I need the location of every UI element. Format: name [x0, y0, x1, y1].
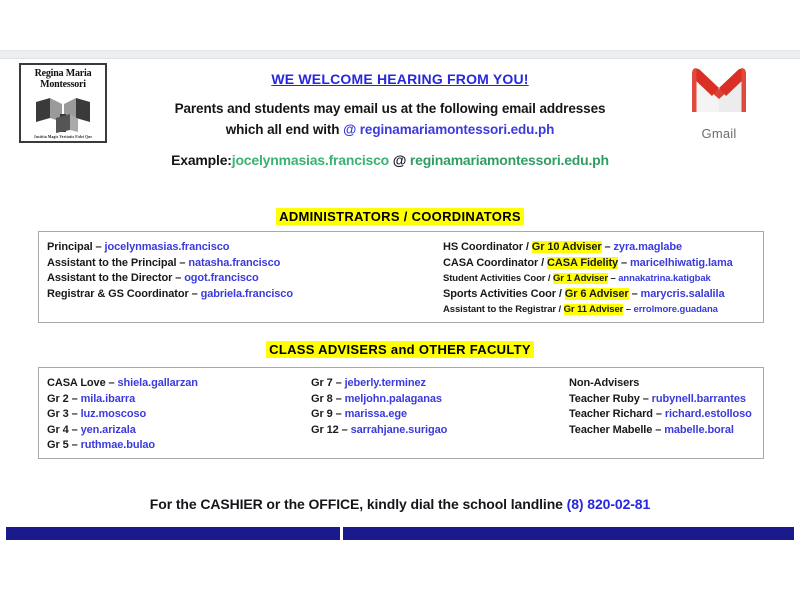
faculty-row — [47, 407, 198, 423]
row-dash: – — [623, 304, 634, 315]
intro-line-1: Parents and students may email us at the following email addresses — [174, 101, 606, 116]
role-label: CASA Love — [47, 377, 106, 389]
example-username: jocelynmasias.francisco — [231, 152, 390, 168]
row-dash: – — [601, 241, 614, 253]
adviser-highlight: Gr 10 Adviser — [531, 241, 602, 253]
faculty-row — [311, 376, 447, 392]
row-dash: – — [105, 377, 118, 389]
row-dash: – — [332, 408, 345, 420]
role-label: Gr 5 — [47, 439, 69, 451]
administrators-panel — [38, 231, 764, 323]
row-dash: – — [68, 423, 81, 436]
role-label: Teacher Mabelle — [569, 423, 653, 436]
row-dash: – — [332, 377, 345, 389]
intro-text — [110, 98, 670, 140]
role-label: Sports Activities Coor / — [443, 287, 565, 300]
intro-line-2-prefix: which all end with — [225, 122, 344, 137]
gmail-envelope-icon — [688, 66, 750, 114]
row-dash: – — [628, 287, 641, 300]
logo-name-line2: Montessori — [40, 79, 86, 90]
cashier-text: For the CASHIER or the OFFICE, kindly dial the school landline — [149, 496, 567, 512]
faculty-row — [443, 287, 733, 303]
row-dash: – — [618, 256, 630, 269]
gmail-branding — [676, 66, 762, 141]
administrators-heading: ADMINISTRATORS / COORDINATORS — [0, 209, 800, 224]
role-label: Gr 8 — [311, 392, 333, 405]
email-username: zyra.maglabe — [613, 241, 683, 253]
bottom-accent-bar — [6, 527, 794, 540]
bottom-accent-bar-gap — [340, 527, 343, 540]
email-username: ruthmae.bulao — [80, 439, 156, 451]
faculty-row — [47, 423, 198, 439]
role-label: Gr 7 — [311, 377, 333, 389]
email-username: ogot.francisco — [184, 272, 259, 284]
email-username: jocelynmasias.francisco — [104, 241, 230, 253]
non-advisers-heading: Non-Advisers — [569, 377, 640, 389]
email-username: rubynell.barrantes — [651, 392, 746, 405]
faculty-column-1 — [47, 376, 198, 454]
role-label: Registrar & GS Coordinator — [47, 287, 189, 300]
school-landline-number: (8) 820-02-81 — [566, 496, 651, 512]
adviser-highlight: Gr 11 Adviser — [563, 304, 624, 315]
row-dash: – — [332, 392, 345, 405]
faculty-row — [443, 256, 733, 272]
logo-name-line1: Regina Maria — [34, 68, 92, 79]
faculty-row — [47, 240, 293, 256]
non-advisers-heading-wrap — [569, 376, 752, 392]
role-label: Gr 9 — [311, 408, 333, 420]
row-dash: – — [68, 408, 81, 420]
faculty-row — [443, 240, 733, 256]
faculty-column-2 — [311, 376, 447, 438]
email-username: yen.arizala — [80, 423, 136, 436]
faculty-row — [47, 438, 198, 454]
email-username: marissa.ege — [344, 408, 408, 420]
email-username: richard.estolloso — [664, 408, 752, 420]
faculty-panel — [38, 367, 764, 459]
faculty-row — [47, 256, 293, 272]
gmail-label: Gmail — [701, 126, 737, 141]
email-username: shiela.gallarzan — [117, 377, 198, 389]
role-label: Assistant to the Director — [47, 272, 173, 284]
role-label: Assistant to the Principal — [47, 256, 177, 269]
faculty-row — [311, 407, 447, 423]
cashier-contact-line — [0, 496, 800, 512]
email-username: annakatrina.katigbak — [618, 273, 711, 284]
email-username: luz.moscoso — [80, 408, 147, 420]
faculty-row — [569, 423, 752, 439]
row-dash: – — [71, 392, 81, 405]
role-label: Principal — [47, 241, 93, 253]
role-label: Gr 3 — [47, 408, 69, 420]
role-label: Teacher Ruby — [569, 392, 640, 405]
faculty-row — [47, 287, 293, 303]
faculty-column-3 — [569, 376, 752, 438]
role-label: Gr 4 — [47, 423, 69, 436]
administrators-left-column — [47, 240, 293, 302]
intro-line-2 — [110, 119, 670, 140]
faculty-row — [311, 423, 447, 439]
adviser-highlight: Gr 6 Adviser — [564, 287, 629, 300]
row-dash: – — [68, 439, 81, 451]
email-username: meljohn.palaganas — [344, 392, 442, 405]
welcome-title: WE WELCOME HEARING FROM YOU! — [271, 71, 529, 87]
faculty-row — [47, 376, 198, 392]
role-label: Gr 12 — [311, 423, 339, 436]
row-dash: – — [652, 423, 665, 436]
row-dash: – — [92, 241, 105, 253]
faculty-heading: CLASS ADVISERS and OTHER FACULTY — [0, 342, 800, 357]
row-dash: – — [607, 273, 619, 284]
faculty-row — [47, 392, 198, 408]
role-label: Student Activities Coor / — [443, 273, 554, 284]
email-username: marycris.salalila — [640, 287, 725, 300]
row-dash: – — [338, 423, 351, 436]
top-divider-strip — [0, 50, 800, 59]
role-label: Gr 2 — [47, 392, 72, 405]
faculty-row — [569, 392, 752, 408]
role-label: CASA Coordinator / — [443, 256, 548, 269]
school-emblem-icon — [32, 92, 94, 134]
email-username: mabelle.boral — [664, 423, 734, 436]
faculty-row — [47, 271, 293, 287]
example-email-line — [110, 152, 670, 168]
faculty-row — [443, 271, 733, 287]
logo-motto: Justitia Magis Veritatis Fidei Que — [33, 135, 93, 139]
email-username: natasha.francisco — [188, 256, 281, 269]
email-username: sarrahjane.surigao — [350, 423, 448, 436]
adviser-highlight: CASA Fidelity — [547, 256, 619, 269]
email-username: gabriela.francisco — [200, 287, 293, 300]
row-dash: – — [188, 287, 201, 300]
example-at-symbol: @ — [389, 152, 410, 168]
faculty-row — [569, 407, 752, 423]
school-email-domain: @ reginamariamontessori.edu.ph — [343, 122, 555, 137]
row-dash: – — [639, 392, 652, 405]
email-username: maricelhiwatig.lama — [630, 256, 733, 269]
role-label: Assistant to the Registrar / — [443, 304, 564, 315]
row-dash: – — [172, 272, 185, 284]
faculty-row — [311, 392, 447, 408]
example-domain: reginamariamontessori.edu.ph — [409, 152, 609, 168]
row-dash: – — [652, 408, 665, 420]
role-label: Teacher Richard — [569, 408, 653, 420]
email-username: jeberly.terminez — [344, 377, 426, 389]
email-username: mila.ibarra — [80, 392, 136, 405]
role-label: HS Coordinator / — [443, 241, 532, 253]
row-dash: – — [176, 256, 189, 269]
administrators-right-column — [443, 240, 733, 318]
adviser-highlight: Gr 1 Adviser — [553, 273, 608, 284]
faculty-row — [443, 302, 733, 318]
example-label: Example: — [171, 152, 232, 168]
email-username: errolmore.guadana — [633, 304, 718, 315]
